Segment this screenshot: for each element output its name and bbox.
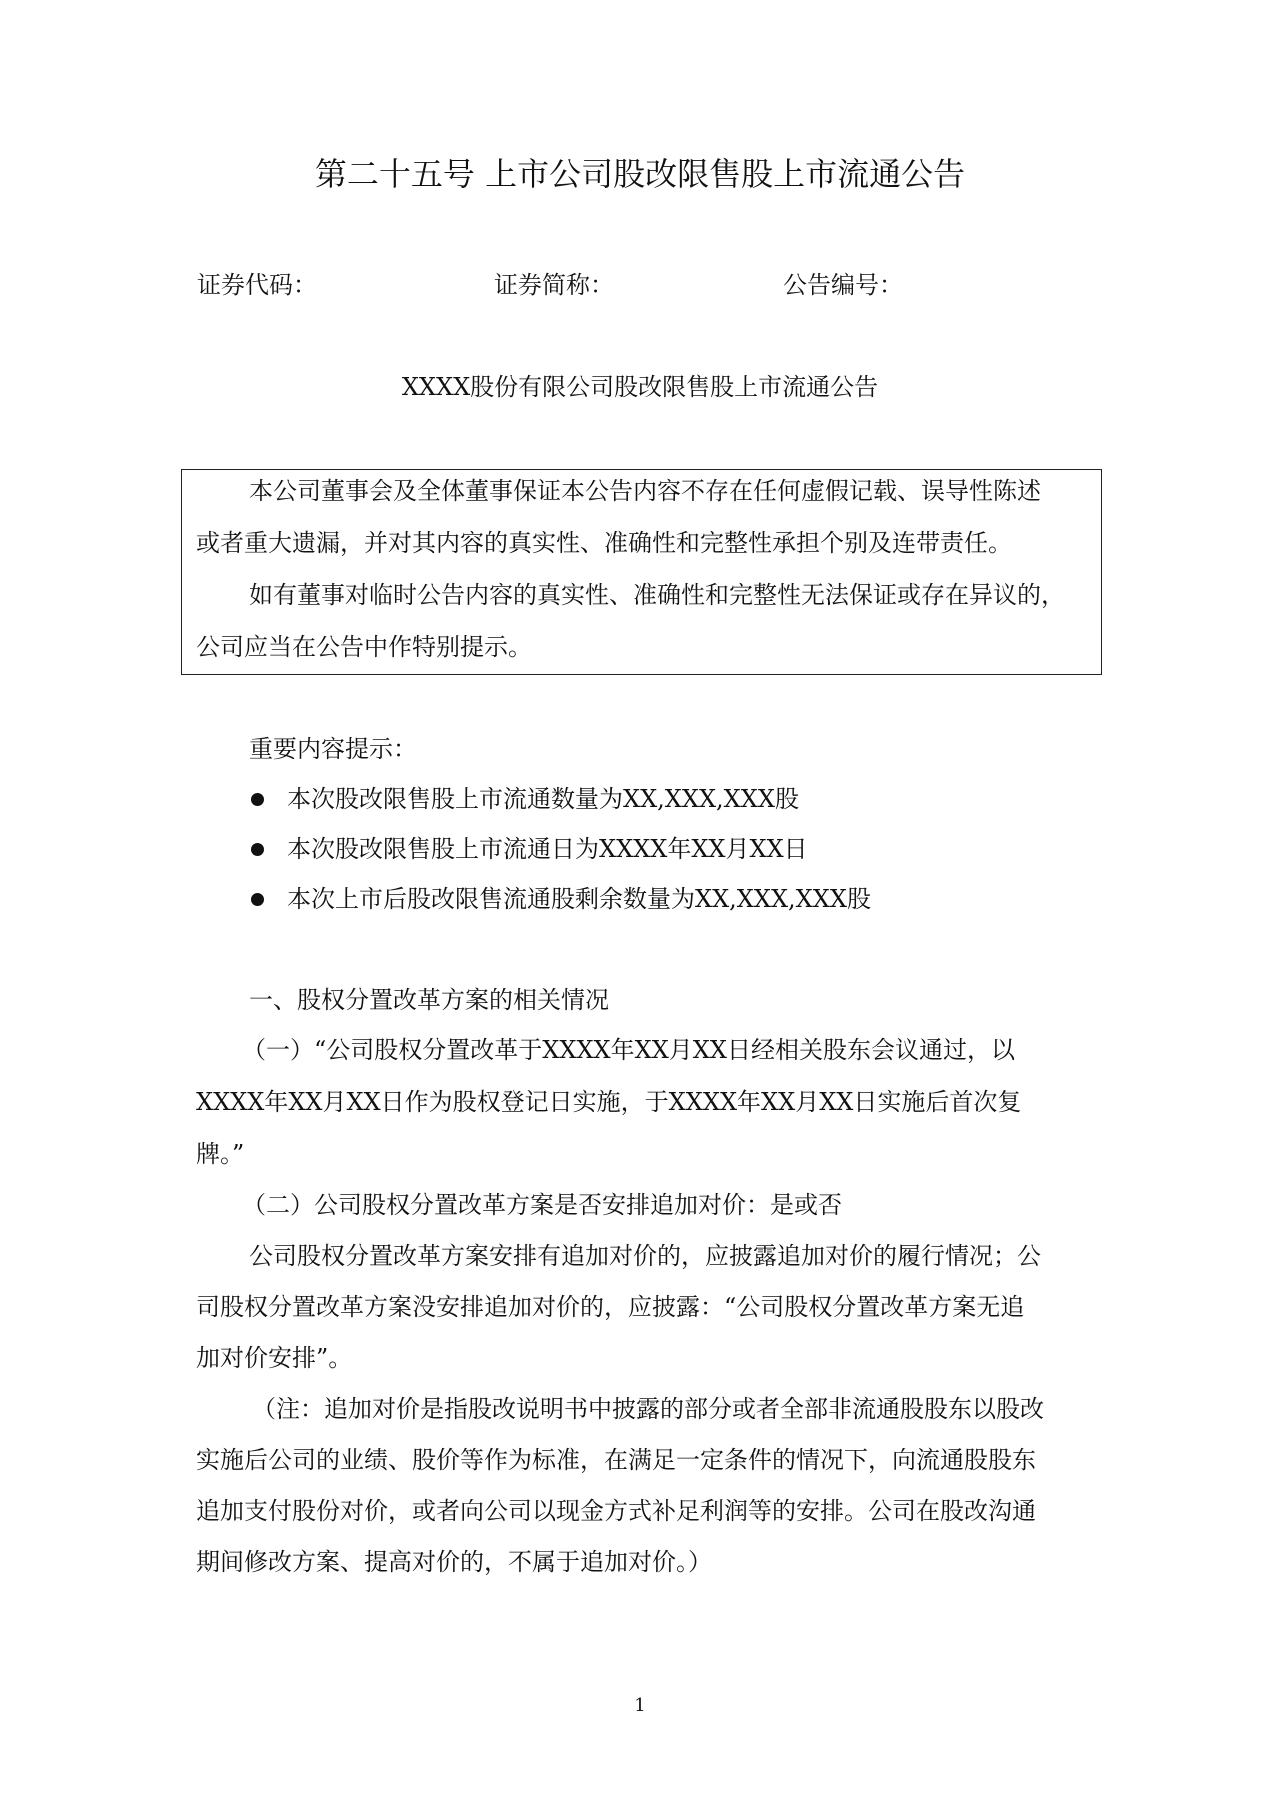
section-paragraph-line: 司股权分置改革方案没安排追加对价的，应披露：“公司股权分置改革方案无追 bbox=[196, 1293, 1025, 1321]
announcement-subtitle: XXXX股份有限公司股改限售股上市流通公告 bbox=[401, 373, 879, 401]
page-number: 1 bbox=[634, 1695, 646, 1716]
highlight-item: 本次上市后股改限售流通股剩余数量为XX,XXX,XXX股 bbox=[287, 885, 871, 913]
disclaimer-line: 如有董事对临时公告内容的真实性、准确性和完整性无法保证或存在异议的， bbox=[249, 581, 1065, 609]
section-heading: 一、股权分置改革方案的相关情况 bbox=[249, 986, 609, 1014]
section-note-line: 期间修改方案、提高对价的，不属于追加对价。） bbox=[196, 1548, 712, 1576]
section-paragraph-line: （二）公司股权分置改革方案是否安排追加对价：是或否 bbox=[242, 1191, 842, 1219]
section-paragraph-line: 加对价安排”。 bbox=[196, 1344, 353, 1372]
highlight-item: 本次股改限售股上市流通日为XXXX年XX月XX日 bbox=[287, 835, 808, 863]
bullet-icon bbox=[251, 893, 264, 906]
section-paragraph-line: XXXX年XX月XX日作为股权登记日实施，于XXXX年XX月XX日实施后首次复 bbox=[196, 1088, 1022, 1116]
section-paragraph-line: 公司股权分置改革方案安排有追加对价的，应披露追加对价的履行情况；公 bbox=[249, 1242, 1041, 1270]
bullet-icon bbox=[251, 793, 264, 806]
section-paragraph-line: 牌。” bbox=[196, 1140, 245, 1168]
disclaimer-line: 本公司董事会及全体董事保证本公告内容不存在任何虚假记载、误导性陈述 bbox=[249, 477, 1041, 505]
disclaimer-line: 或者重大遗漏，并对其内容的真实性、准确性和完整性承担个别及连带责任。 bbox=[196, 529, 1012, 557]
document-title: 第二十五号 上市公司股改限售股上市流通公告 bbox=[314, 155, 966, 193]
announcement-number-label: 公告编号： bbox=[783, 271, 903, 299]
security-name-label: 证券简称： bbox=[494, 271, 614, 299]
section-paragraph-line: （一）“公司股权分置改革于XXXX年XX月XX日经相关股东会议通过，以 bbox=[242, 1036, 1015, 1064]
highlight-item: 本次股改限售股上市流通数量为XX,XXX,XXX股 bbox=[287, 785, 799, 813]
section-note-line: 追加支付股份对价，或者向公司以现金方式补足利润等的安排。公司在股改沟通 bbox=[196, 1497, 1036, 1525]
bullet-icon bbox=[251, 843, 264, 856]
disclaimer-line: 公司应当在公告中作特别提示。 bbox=[196, 633, 532, 661]
highlights-heading: 重要内容提示： bbox=[249, 735, 417, 763]
section-note-line: （注：追加对价是指股改说明书中披露的部分或者全部非流通股股东以股改 bbox=[252, 1395, 1044, 1423]
section-note-line: 实施后公司的业绩、股价等作为标准，在满足一定条件的情况下，向流通股股东 bbox=[196, 1446, 1036, 1474]
security-code-label: 证券代码： bbox=[197, 271, 317, 299]
